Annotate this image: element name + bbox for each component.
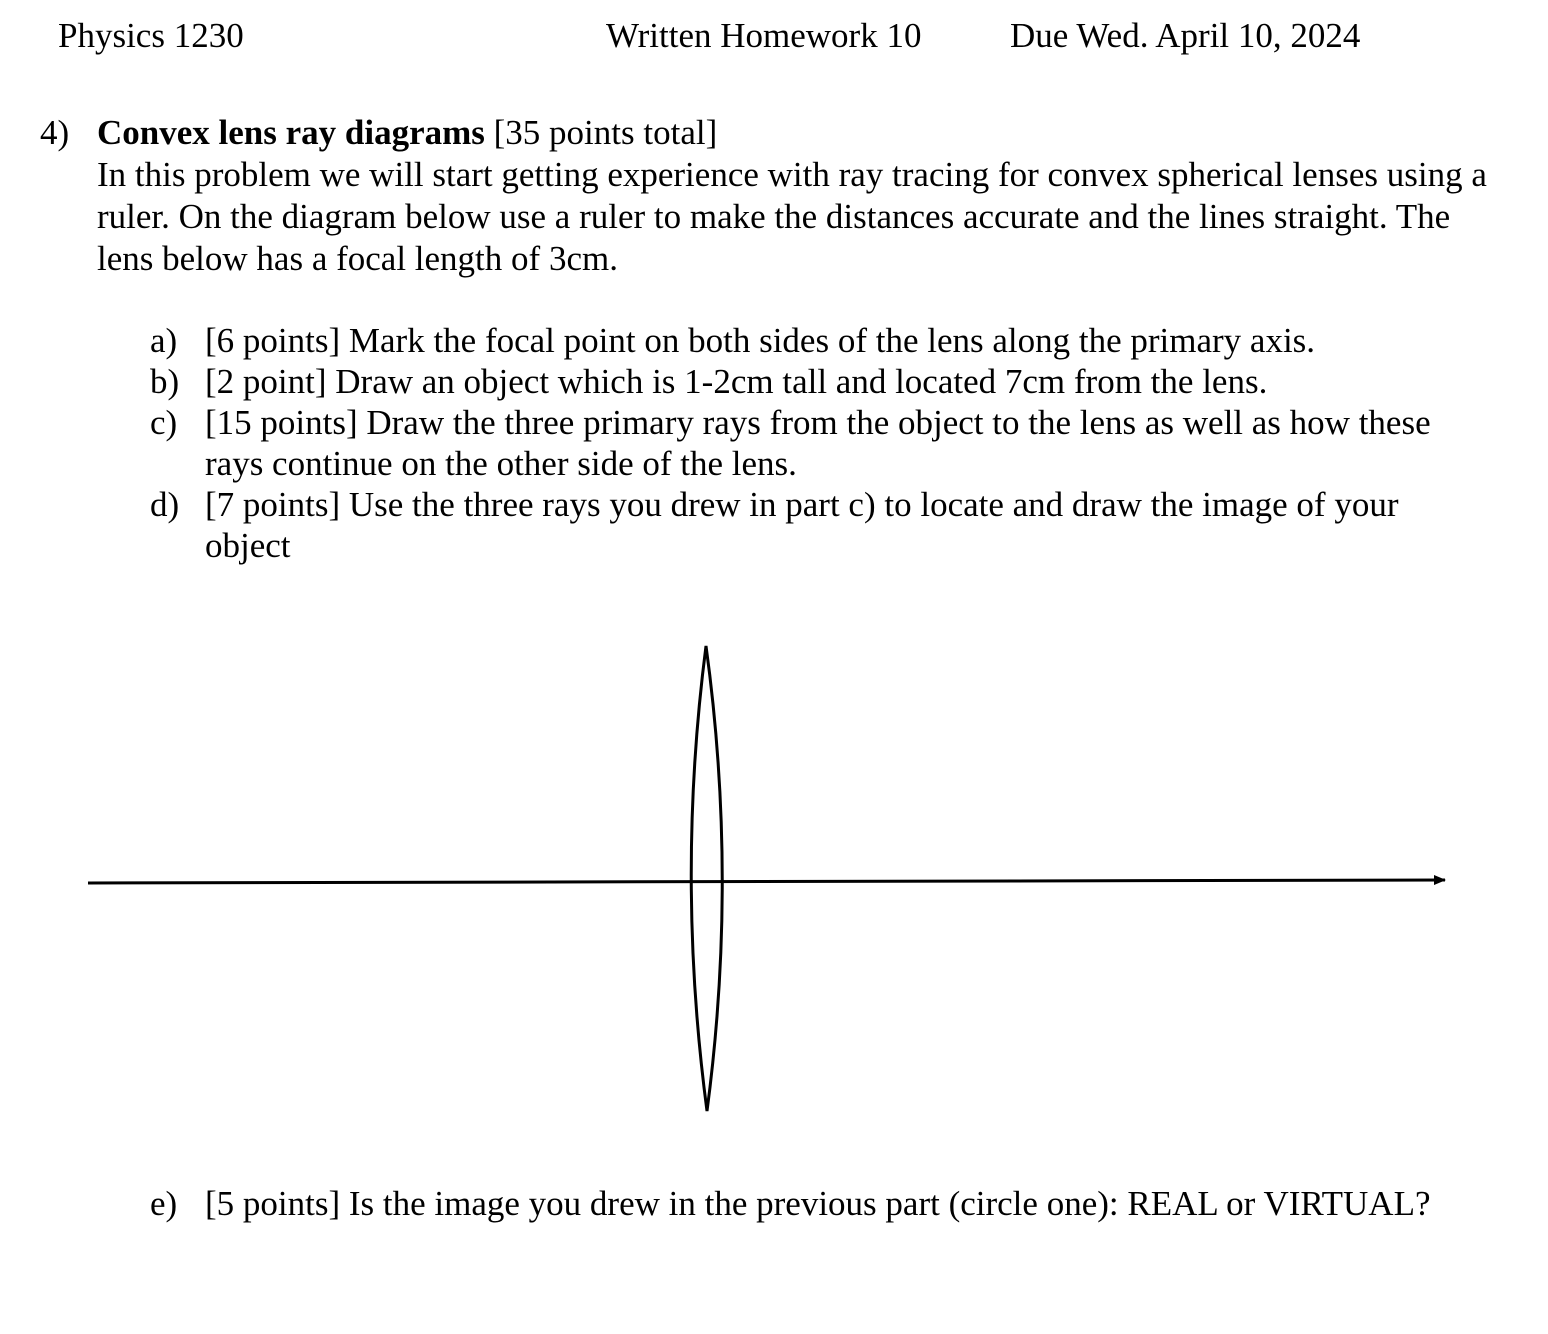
course-name: Physics 1230 (58, 16, 244, 55)
part-text: [7 points] Use the three rays you drew in part c) to locate and draw the image of your object (205, 485, 1399, 565)
problem-points: [35 points total] (493, 113, 718, 152)
part-text: [5 points] Is the image you drew in the previous part (circle one): REAL or VIRTUAL? (205, 1184, 1431, 1223)
problem-intro: In this problem we will start getting experience with ray tracing for convex spherical lenses using a ruler. On the diagram below use a ruler to make the distances accurate and the lines straight. The lens below has a focal length of 3cm. (97, 155, 1487, 278)
due-date: Due Wed. April 10, 2024 (1010, 16, 1361, 55)
part-letter: c) (150, 403, 178, 442)
problem-number: 4) (40, 113, 70, 152)
part-letter: d) (150, 485, 180, 524)
part-text: [2 point] Draw an object which is 1-2cm tall and located 7cm from the lens. (205, 362, 1268, 401)
part-text: [15 points] Draw the three primary rays from the object to the lens as well as how these rays continue on the other side of the lens. (205, 403, 1431, 483)
part-letter: e) (150, 1184, 178, 1223)
assignment-title: Written Homework 10 (606, 16, 922, 55)
principal-axis (88, 880, 1445, 883)
part-text: [6 points] Mark the focal point on both sides of the lens along the primary axis. (205, 321, 1316, 360)
part-letter: a) (150, 321, 178, 360)
problem-title: Convex lens ray diagrams (97, 113, 485, 152)
part-letter: b) (150, 362, 180, 401)
part-e (150, 1183, 1548, 1225)
convex-lens (691, 646, 722, 1111)
